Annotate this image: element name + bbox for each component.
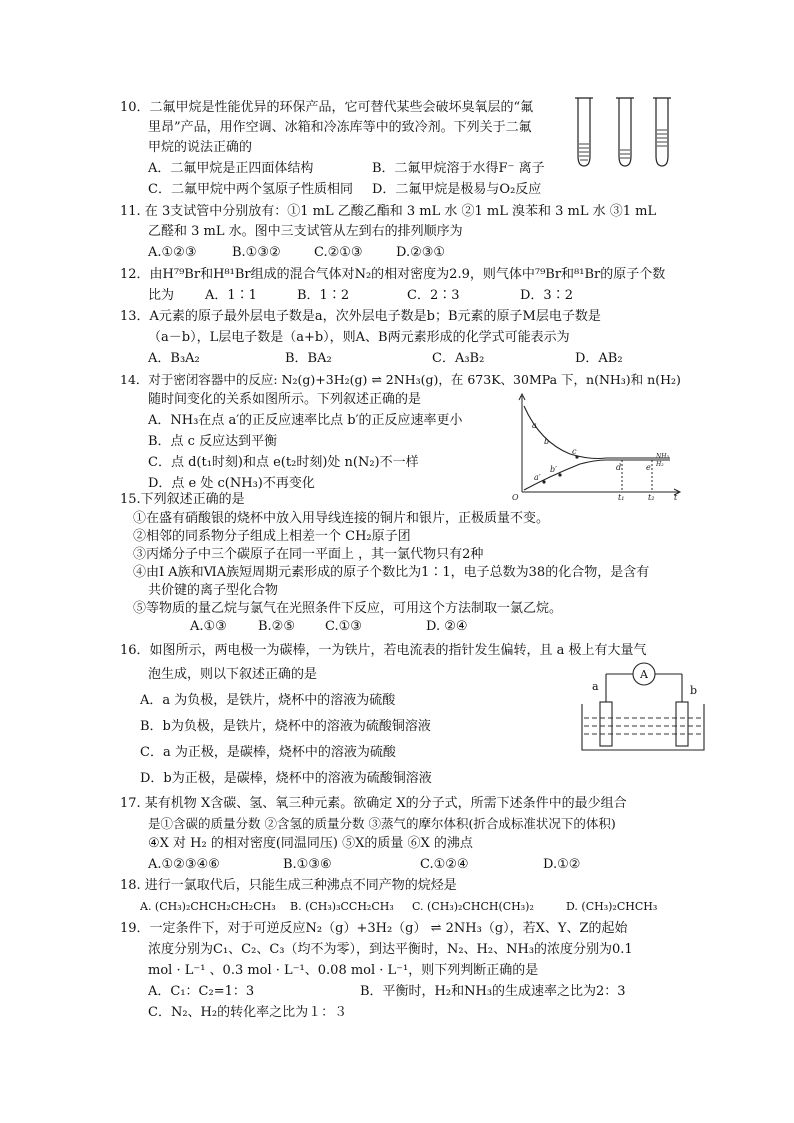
q16-line-1: 16．如图所示，两电极一为碳棒，一为铁片，若电流表的指针发生偏转，且 a 极上有大量气	[120, 643, 647, 658]
q18-option-b: B. (CH₃)₃CCH₂CH₃	[290, 900, 394, 913]
q15-item-3: ③丙烯分子中三个碳原子在同一平面上 ，其一氯代物只有2种	[133, 547, 484, 562]
q13-option-d: D．AB₂	[575, 351, 623, 366]
q19-option-a: A．C₁：C₂=1：3	[148, 984, 255, 999]
q12-option-b: B．1∶2	[297, 288, 350, 303]
q15-option-b: B.②⑤	[258, 619, 295, 634]
q18-option-d: D. (CH₃)₂CHCH₃	[566, 900, 658, 913]
q18-option-a: A. (CH₃)₂CHCH₂CH₂CH₃	[140, 900, 276, 913]
graph-label-h2: H₂	[656, 461, 664, 468]
electrode-a-label: a	[592, 680, 599, 693]
q10-line-3: 甲烷的说法正确的	[148, 140, 253, 155]
q12-line-1: 12．由H⁷⁹Br和H⁸¹Br组成的混合气体对N₂的相对密度为2.9，则气体中⁷⁹Br和⁸¹Br的原子个数	[120, 267, 666, 282]
q12-stem-end: 比为	[148, 288, 175, 303]
q19-line-1: 19．一定条件下，对于可逆反应N₂（g）+3H₂（g） ⇌ 2NH₃（g），若X、Y、Z的起始	[120, 921, 628, 936]
q16-option-d: D．b为正极，是碳棒，烧杯中的溶液为硫酸铜溶液	[140, 771, 432, 786]
q19-line-2: 浓度分别为C₁、C₂、C₃（均不为零），到达平衡时，N₂、H₂、NH₃的浓度分别为0.1	[148, 942, 633, 957]
q13-line-1: 13．A元素的原子最外层电子数是a，次外层电子数是b；B元素的原子M层电子数是	[120, 309, 601, 324]
q18-line-1: 18. 进行一氯取代后，只能生成三种沸点不同产物的烷烃是	[120, 878, 457, 893]
q15-option-d: D. ②④	[426, 619, 468, 634]
q16-option-a: A．a 为负极，是铁片，烧杯中的溶液为硫酸	[140, 693, 396, 708]
q16-cell-diagram	[578, 660, 708, 755]
q13-option-a: A．B₃A₂	[148, 351, 200, 366]
q17-option-c: C.①②④	[420, 857, 469, 872]
graph-label-e: e	[646, 463, 651, 472]
q14-option-b: B．点 c 反应达到平衡	[148, 434, 278, 449]
liquid-middle	[620, 150, 630, 158]
q12-option-c: C．2∶3	[407, 288, 460, 303]
electrode-a	[600, 702, 612, 746]
q15-option-c: C.①③	[325, 619, 362, 634]
electrode-b-label: b	[690, 684, 698, 697]
graph-label-b-prime: b′	[550, 465, 557, 474]
q14-option-d: D．点 e 处 c(NH₃)不再变化	[148, 476, 315, 491]
q15-item-2: ②相邻的同系物分子组成上相差一个 CH₂原子团	[133, 529, 411, 544]
q17-option-b: B.①③⑥	[283, 857, 332, 872]
q15-item-4-cont: 共价键的离子型化合物	[148, 583, 279, 598]
q15-item-5: ⑤等物质的量乙烷与氯气在光照条件下反应，可用这个方法制取一氯乙烷。	[133, 601, 563, 616]
q17-line-3: ④X 对 H₂ 的相对密度(同温同压) ⑤X的质量 ⑥X 的沸点	[148, 836, 473, 851]
graph-label-c: c	[572, 447, 577, 456]
test-tube-right	[653, 98, 671, 166]
q19-option-b: B．平衡时，H₂和NH₃的生成速率之比为2：3	[360, 984, 626, 999]
q10-option-c: C．二氟甲烷中两个氢原子性质相同	[148, 182, 353, 197]
q11-option-a: A.①②③	[148, 245, 197, 260]
graph-label-nh3: NH₃	[656, 453, 669, 460]
q17-line-2: 是①含碳的质量分数 ②含氢的质量分数 ③蒸气的摩尔体积(折合成标准状况下的体积)	[148, 816, 616, 831]
q17-option-a: A.①②③④⑥	[148, 857, 220, 872]
q14-option-c: C．点 d(t₁时刻)和点 e(t₂时刻)处 n(N₂)不一样	[148, 455, 419, 470]
q10-line-2: 里昂”产品，用作空调、冰箱和冷冻库等中的致冷剂。下列关于二氟	[148, 120, 532, 135]
h2-curve	[524, 406, 670, 459]
graph-label-d: d	[616, 463, 622, 472]
graph-t2: t₂	[648, 493, 655, 502]
q16-option-b: B．b为负极，是铁片，烧杯中的溶液为硫酸铜溶液	[140, 719, 431, 734]
q19-line-3: mol · L⁻¹ 、0.3 mol · L⁻¹、0.08 mol · L⁻¹，则下列判断正确的是	[148, 963, 539, 978]
q12-option-d: D．3∶2	[520, 288, 573, 303]
q12-option-a: A．1∶1	[205, 288, 257, 303]
q14-option-a: A．NH₃在点 a′的正反应速率比点 b′的正反应速率更小	[148, 413, 463, 428]
graph-origin: O	[512, 493, 519, 502]
ammeter-label: A	[640, 668, 648, 681]
q18-option-c: C. (CH₃)₂CHCH(CH₃)₂	[412, 900, 534, 913]
q11-option-d: D.②③①	[396, 245, 446, 260]
q10-line-1: 10．二氟甲烷是性能优异的环保产品，它可替代某些会破坏臭氧层的“氟	[120, 100, 534, 115]
q15-item-4: ④由Ⅰ A族和ⅥA族短周期元素形成的原子个数比为1∶1，电子总数为38的化合物，是含有	[133, 565, 650, 580]
q17-line-1: 17. 某有机物 X含碳、氢、氧三种元素。欲确定 X的分子式，所需下述条件中的最少组合	[120, 796, 627, 811]
q10-option-d: D．二氟甲烷是极易与O₂反应	[372, 182, 542, 197]
q16-option-c: C．a 为正极，是碳棒，烧杯中的溶液为硫酸	[140, 745, 396, 760]
graph-t: t	[674, 493, 678, 502]
q14-line-1: 14．对于密闭容器中的反应: N₂(g)+3H₂(g) ⇌ 2NH₃(g)，在 673K、30MPa 下，n(NH₃)和 n(H₂)	[120, 372, 681, 387]
q13-option-b: B．BA₂	[285, 351, 332, 366]
graph-t1: t₁	[618, 493, 625, 502]
q17-option-d: D.①②	[543, 857, 581, 872]
electrode-b	[676, 702, 688, 746]
q14-line-2: 随时间变化的关系如图所示。下列叙述正确的是	[148, 392, 422, 407]
graph-label-b: b	[544, 437, 550, 446]
test-tubes-figure	[568, 94, 678, 174]
q11-line-2: 乙醛和 3 mL 水。图中三支试管从左到右的排列顺序为	[148, 224, 463, 239]
q10-option-b: B．二氟甲烷溶于水得F⁻ 离子	[372, 161, 545, 176]
q11-line-1: 11. 在 3支试管中分别放有：①1 mL 乙酸乙酯和 3 mL 水 ②1 mL 溴苯和 3 mL 水 ③1 mL	[120, 204, 657, 219]
test-tube-middle	[616, 98, 634, 166]
q19-option-c: C．N₂、H₂的转化率之比为１：３	[148, 1005, 348, 1020]
liquid-left	[579, 144, 589, 160]
q14-graph	[510, 392, 690, 502]
graph-label-a-prime: a′	[534, 473, 541, 482]
q16-line-2: 泡生成，则以下叙述正确的是	[148, 667, 318, 682]
q15-item-1: ①在盛有硝酸银的烧杯中放入用导线连接的铜片和银片，正极质量不变。	[133, 511, 550, 526]
q11-option-c: C.②①③	[314, 245, 363, 260]
q15-option-a: A.①③	[190, 619, 227, 634]
liquid-right	[657, 130, 667, 146]
q10-option-a: A．二氟甲烷是正四面体结构	[148, 161, 314, 176]
graph-label-a: a	[532, 421, 537, 430]
q13-option-c: C．A₃B₂	[432, 351, 485, 366]
q13-line-2: （a－b），L层电子数是（a+b），则A、B两元素形成的化学式可能表示为	[148, 330, 570, 345]
q15-title: 15.下列叙述正确的是	[120, 492, 245, 507]
q11-option-b: B.①③②	[232, 245, 281, 260]
